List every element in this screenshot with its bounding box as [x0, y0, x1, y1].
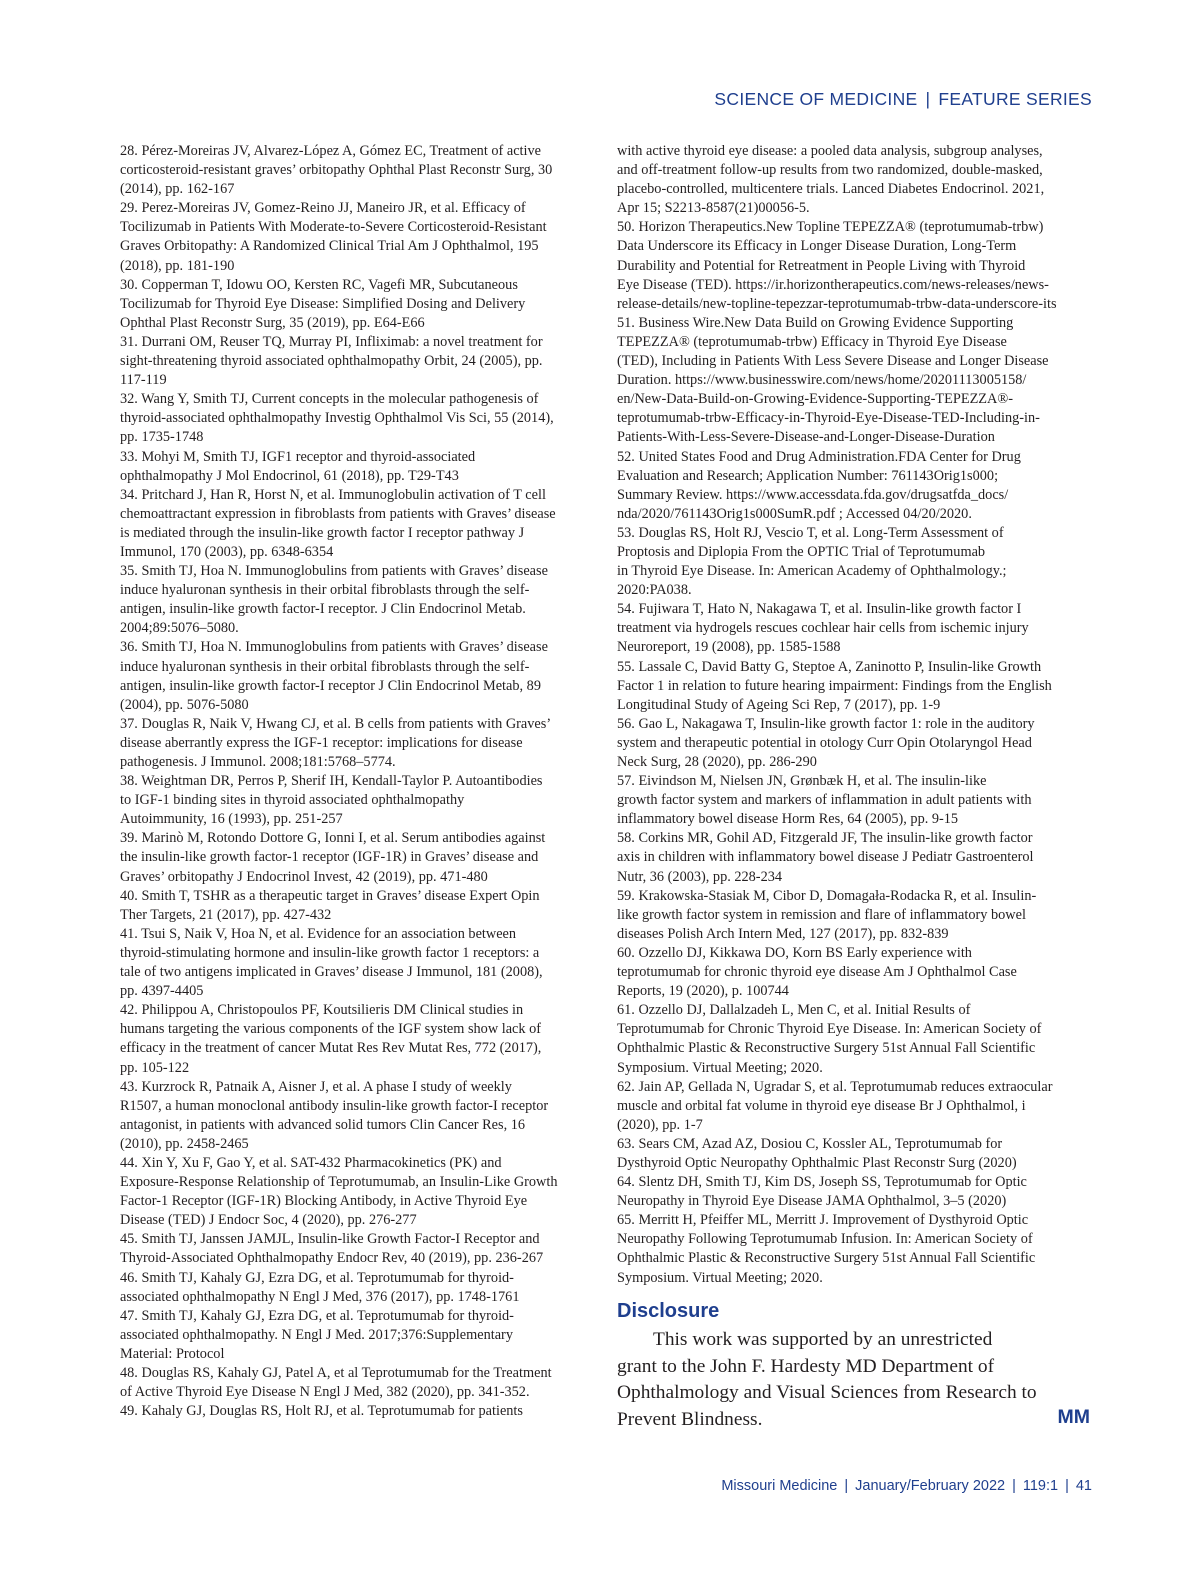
footer-separator: | — [1065, 1478, 1069, 1494]
reference-item — [617, 314, 1095, 448]
reference-item — [120, 562, 596, 638]
reference-item — [617, 600, 1095, 657]
references-right-column — [617, 142, 1095, 1288]
reference-line: Ophthal Plast Reconstr Surg, 35 (2019), pp. E64-E66 — [120, 314, 425, 331]
reference-item — [120, 333, 596, 390]
volume-number: 119:1 — [1022, 1478, 1059, 1494]
journal-name: Missouri Medicine — [721, 1478, 838, 1494]
reference-line: 39. Marinò M, Rotondo Dottore G, Ionni I, et al. Serum antibodies against — [120, 830, 546, 847]
reference-line: thyroid-associated ophthalmopathy Investig Ophthalmol Vis Sci, 55 (2014), — [120, 410, 554, 427]
reference-line: Nutr, 36 (2003), pp. 228-234 — [617, 868, 783, 885]
page-footer — [721, 1478, 1092, 1494]
reference-line: 58. Corkins MR, Gohil AD, Fitzgerald JF, The insulin-like growth factor — [617, 830, 1033, 847]
reference-item — [120, 1402, 596, 1421]
reference-line: 63. Sears CM, Azad AZ, Dosiou C, Kossler AL, Teprotumumab for — [617, 1135, 1003, 1152]
reference-line: 57. Eivindson M, Nielsen JN, Grønbæk H, et al. The insulin-like — [617, 773, 987, 790]
footer-separator: | — [1012, 1478, 1016, 1494]
reference-line: associated ophthalmopathy. N Engl J Med. 2017;376:Supplementary — [120, 1326, 513, 1343]
reference-line: 117-119 — [120, 372, 167, 389]
reference-line: 35. Smith TJ, Hoa N. Immunoglobulins from patients with Graves’ disease — [120, 563, 548, 580]
reference-line: Graves’ orbitopathy J Endocrinol Invest, 42 (2019), pp. 471-480 — [120, 868, 488, 885]
reference-line: in Thyroid Eye Disease. In: American Academy of Ophthalmology.; — [617, 563, 1007, 580]
reference-item — [120, 1154, 596, 1230]
reference-line: muscle and orbital fat volume in thyroid eye disease Br J Ophthalmol, i — [617, 1097, 1026, 1114]
reference-line: Factor-1 Receptor (IGF-1R) Blocking Antibody, in Active Thyroid Eye — [120, 1193, 528, 1210]
reference-line: teprotumumab-trbw-Efficacy-in-Thyroid-Eye-Disease-TED-Including-in- — [617, 410, 1040, 427]
reference-line: to IGF-1 binding sites in thyroid associated ophthalmopathy — [120, 792, 465, 809]
reference-item — [120, 772, 596, 829]
reference-line: en/New-Data-Build-on-Growing-Evidence-Supporting-TEPEZZA®- — [617, 391, 1013, 408]
reference-line: Immunol, 170 (2003), pp. 6348-6354 — [120, 543, 334, 560]
reference-item — [617, 142, 1095, 218]
reference-item — [120, 829, 596, 886]
reference-item — [120, 638, 596, 714]
reference-line: Neuropathy Following Teprotumumab Infusion. In: American Society of — [617, 1231, 1033, 1248]
reference-line: 38. Weightman DR, Perros P, Sherif IH, Kendall-Taylor P. Autoantibodies — [120, 773, 543, 790]
reference-line: chemoattractant expression in fibroblasts from patients with Graves’ disease — [120, 505, 556, 522]
reference-line: teprotumumab for chronic thyroid eye disease Am J Ophthalmol Case — [617, 964, 1017, 981]
reference-line: release-details/new-topline-tepezzar-teprotumumab-trbw-data-underscore-its — [617, 295, 1057, 312]
reference-line: Neuroreport, 19 (2008), pp. 1585-1588 — [617, 639, 841, 656]
disclosure-line: This work was supported by an unrestricted — [653, 1329, 993, 1350]
reference-line: 53. Douglas RS, Holt RJ, Vescio T, et al. Long-Term Assessment of — [617, 524, 1004, 541]
reference-line: antigen, insulin-like growth factor-I receptor. J Clin Endocrinol Metab. — [120, 601, 526, 618]
reference-line: thyroid-stimulating hormone and insulin-like growth factor 1 receptors: a — [120, 944, 540, 961]
disclosure-section — [617, 1299, 1095, 1433]
series-title: FEATURE SERIES — [938, 89, 1092, 109]
reference-line: Evaluation and Research; Application Number: 761143Orig1s000; — [617, 467, 999, 484]
reference-line: 61. Ozzello DJ, Dallalzadeh L, Men C, et al. Initial Results of — [617, 1002, 971, 1019]
reference-line: (2020), pp. 1-7 — [617, 1116, 703, 1133]
reference-item — [120, 887, 596, 925]
reference-item — [120, 715, 596, 772]
reference-line: antagonist, in patients with advanced solid tumors Clin Cancer Res, 16 — [120, 1116, 526, 1133]
reference-line: 42. Philippou A, Christopoulos PF, Koutsilieris DM Clinical studies in — [120, 1002, 524, 1019]
reference-line: of Active Thyroid Eye Disease N Engl J Med, 382 (2020), pp. 341-352. — [120, 1384, 530, 1401]
reference-item — [120, 199, 596, 275]
reference-line: R1507, a human monoclonal antibody insulin-like growth factor-I receptor — [120, 1097, 549, 1114]
disclosure-line: Ophthalmology and Visual Sciences from Research to — [617, 1382, 1037, 1403]
reference-line: 2020:PA038. — [617, 582, 692, 599]
reference-item — [617, 829, 1095, 886]
reference-item — [617, 772, 1095, 829]
disclosure-heading: Disclosure — [617, 1300, 720, 1322]
reference-line: growth factor system and markers of inflammation in adult patients with — [617, 792, 1032, 809]
reference-item — [617, 1173, 1095, 1211]
reference-line: Summary Review. https://www.accessdata.fda.gov/drugsatfda_docs/ — [617, 486, 1009, 503]
reference-line: Ther Targets, 21 (2017), pp. 427-432 — [120, 906, 332, 923]
section-title: SCIENCE OF MEDICINE — [714, 89, 918, 109]
reference-line: pathogenesis. J Immunol. 2008;181:5768–5774. — [120, 754, 396, 770]
reference-item — [120, 1364, 596, 1402]
reference-line: induce hyaluronan synthesis in their orbital fibroblasts through the self- — [120, 658, 530, 675]
page-number: 41 — [1075, 1478, 1092, 1494]
reference-item — [617, 887, 1095, 944]
reference-line: axis in children with inflammatory bowel disease J Pediatr Gastroenterol — [617, 849, 1034, 866]
reference-line: ophthalmopathy J Mol Endocrinol, 61 (2018), pp. T29-T43 — [120, 467, 459, 484]
reference-line: (2018), pp. 181-190 — [120, 257, 235, 274]
reference-line: TEPEZZA® (teprotumumab-trbw) Efficacy in Thyroid Eye Disease — [617, 333, 1007, 350]
reference-item — [617, 448, 1095, 524]
reference-line: corticosteroid-resistant graves’ orbitopathy Ophthal Plast Reconstr Surg, 30 — [120, 162, 553, 179]
reference-line: Neck Surg, 28 (2020), pp. 286-290 — [617, 754, 817, 770]
reference-line: system and therapeutic potential in otology Curr Opin Otolaryngol Head — [617, 734, 1032, 751]
reference-line: 2004;89:5076–5080. — [120, 620, 239, 637]
reference-line: antigen, insulin-like growth factor-I receptor J Clin Endocrinol Metab, 89 — [120, 677, 541, 694]
reference-line: (2004), pp. 5076-5080 — [120, 696, 249, 713]
reference-item — [120, 1001, 596, 1077]
reference-line: 46. Smith TJ, Kahaly GJ, Ezra DG, et al. Teprotumumab for thyroid- — [120, 1269, 514, 1286]
reference-line: 52. United States Food and Drug Administration.FDA Center for Drug — [617, 448, 1021, 465]
reference-line: Symposium. Virtual Meeting; 2020. — [617, 1059, 823, 1076]
reference-line: disease aberrantly express the IGF-1 receptor: implications for disease — [120, 734, 523, 751]
disclosure-line: Prevent Blindness. — [617, 1408, 763, 1430]
reference-line: treatment via hydrogels rescues cochlear hair cells from ischemic injury — [617, 620, 1029, 637]
reference-item — [617, 1211, 1095, 1287]
reference-line: (2014), pp. 162-167 — [120, 181, 235, 198]
reference-line: Tocilizumab for Thyroid Eye Disease: Simplified Dosing and Delivery — [120, 295, 526, 312]
reference-item — [120, 448, 596, 486]
reference-line: Proptosis and Diplopia From the OPTIC Trial of Teprotumumab — [617, 543, 986, 560]
reference-line: 34. Pritchard J, Han R, Horst N, et al. Immunoglobulin activation of T cell — [120, 486, 546, 503]
reference-line: Data Underscore its Efficacy in Longer Disease Duration, Long-Term — [617, 238, 1017, 255]
reference-item — [120, 1230, 596, 1268]
reference-line: 43. Kurzrock R, Patnaik A, Aisner J, et al. A phase I study of weekly — [120, 1078, 512, 1095]
reference-line: nda/2020/761143Orig1s000SumR.pdf ; Accessed 04/20/2020. — [617, 505, 972, 522]
reference-line: 30. Copperman T, Idowu OO, Kersten RC, Vagefi MR, Subcutaneous — [120, 276, 518, 293]
reference-line: 29. Perez-Moreiras JV, Gomez-Reino JJ, Maneiro JR, et al. Efficacy of — [120, 200, 526, 217]
reference-line: Eye Disease (TED). https://ir.horizontherapeutics.com/news-releases/news- — [617, 276, 1049, 293]
reference-item — [120, 1269, 596, 1307]
reference-line: Material: Protocol — [120, 1345, 225, 1362]
reference-line: 41. Tsui S, Naik V, Hoa N, et al. Evidence for an association between — [120, 925, 517, 942]
reference-line: 36. Smith TJ, Hoa N. Immunoglobulins from patients with Graves’ disease — [120, 639, 548, 656]
reference-line: Apr 15; S2213-8587(21)00056-5. — [617, 200, 810, 217]
reference-line: efficacy in the treatment of cancer Mutat Res Rev Mutat Res, 772 (2017), — [120, 1040, 542, 1057]
reference-line: Graves Orbitopathy: A Randomized Clinical Trial Am J Ophthalmol, 195 — [120, 238, 539, 255]
reference-line: 40. Smith T, TSHR as a therapeutic target in Graves’ disease Expert Opin — [120, 887, 540, 904]
reference-line: 50. Horizon Therapeutics.New Topline TEPEZZA® (teprotumumab-trbw) — [617, 219, 1044, 236]
issue-date: January/February 2022 — [855, 1478, 1006, 1494]
reference-line: Duration. https://www.businesswire.com/news/home/20201113005158/ — [617, 372, 1027, 389]
reference-line: Thyroid-Associated Ophthalmopathy Endocr Rev, 40 (2019), pp. 236-267 — [120, 1250, 544, 1267]
reference-line: Teprotumumab for Chronic Thyroid Eye Disease. In: American Society of — [617, 1021, 1042, 1038]
reference-line: Dysthyroid Optic Neuropathy Ophthalmic Plast Reconstr Surg (2020) — [617, 1154, 1017, 1171]
reference-line: 47. Smith TJ, Kahaly GJ, Ezra DG, et al. Teprotumumab for thyroid- — [120, 1307, 514, 1324]
reference-line: 49. Kahaly GJ, Douglas RS, Holt RJ, et al. Teprotumumab for patients — [120, 1403, 523, 1420]
reference-line: 55. Lassale C, David Batty G, Steptoe A, Zaninotto P, Insulin-like Growth — [617, 658, 1042, 675]
reference-line: pp. 1735-1748 — [120, 429, 204, 446]
footer-separator: | — [844, 1478, 849, 1494]
reference-line: sight-threatening thyroid associated ophthalmopathy Orbit, 24 (2005), pp. — [120, 353, 543, 370]
reference-line: Durability and Potential for Retreatment in People Living with Thyroid — [617, 257, 1026, 274]
reference-line: (2010), pp. 2458-2465 — [120, 1135, 249, 1152]
reference-item — [617, 658, 1095, 715]
reference-line: like growth factor system in remission and flare of inflammatory bowel — [617, 906, 1026, 923]
reference-item — [120, 1307, 596, 1364]
reference-line: 51. Business Wire.New Data Build on Growing Evidence Supporting — [617, 314, 1014, 331]
reference-line: 64. Slentz DH, Smith TJ, Kim DS, Joseph SS, Teprotumumab for Optic — [617, 1174, 1027, 1191]
reference-item — [617, 1001, 1095, 1077]
reference-item — [617, 218, 1095, 313]
reference-line: 62. Jain AP, Gellada N, Ugradar S, et al. Teprotumumab reduces extraocular — [617, 1078, 1053, 1095]
reference-line: the insulin-like growth factor-1 receptor (IGF-1R) in Graves’ disease and — [120, 849, 539, 866]
reference-line: with active thyroid eye disease: a pooled data analysis, subgroup analyses, — [617, 143, 1043, 159]
reference-line: pp. 105-122 — [120, 1059, 190, 1076]
header-separator: | — [925, 89, 931, 109]
series-header — [714, 89, 1092, 110]
reference-line: is mediated through the insulin-like growth factor I receptor pathway J — [120, 524, 525, 541]
reference-line: diseases Polish Arch Intern Med, 127 (2017), pp. 832-839 — [617, 925, 949, 942]
reference-line: (TED), Including in Patients With Less Severe Disease and Longer Disease — [617, 353, 1049, 370]
reference-line: Tocilizumab in Patients With Moderate-to-Severe Corticosteroid-Resistant — [120, 219, 547, 236]
reference-line: and off-treatment follow-up results from two randomized, double-masked, — [617, 162, 1043, 179]
reference-line: 32. Wang Y, Smith TJ, Current concepts in the molecular pathogenesis of — [120, 391, 539, 408]
reference-line: Factor 1 in relation to future hearing impairment: Findings from the English — [617, 677, 1052, 694]
references-left-column — [120, 142, 596, 1421]
reference-line: Ophthalmic Plastic & Reconstructive Surgery 51st Annual Fall Scientific — [617, 1250, 1036, 1267]
reference-line: 37. Douglas R, Naik V, Hwang CJ, et al. B cells from patients with Graves’ — [120, 715, 552, 732]
reference-line: humans targeting the various components of the IGF system show lack of — [120, 1021, 542, 1038]
reference-item — [120, 142, 596, 199]
reference-line: Patients-With-Less-Severe-Disease-and-Longer-Disease-Duration — [617, 429, 995, 446]
reference-line: 28. Pérez-Moreiras JV, Alvarez-López A, Gómez EC, Treatment of active — [120, 143, 541, 159]
reference-item — [120, 276, 596, 333]
reference-line: 45. Smith TJ, Janssen JAMJL, Insulin-like Growth Factor-I Receptor and — [120, 1231, 540, 1248]
reference-line: pp. 4397-4405 — [120, 983, 204, 1000]
reference-line: 65. Merritt H, Pfeiffer ML, Merritt J. Improvement of Dysthyroid Optic — [617, 1212, 1029, 1229]
reference-line: 56. Gao L, Nakagawa T, Insulin-like growth factor 1: role in the auditory — [617, 715, 1035, 732]
disclosure-line: grant to the John F. Hardesty MD Department of — [617, 1355, 995, 1377]
reference-line: associated ophthalmopathy N Engl J Med, 376 (2017), pp. 1748-1761 — [120, 1288, 520, 1305]
reference-line: inflammatory bowel disease Horm Res, 64 (2005), pp. 9-15 — [617, 811, 959, 828]
reference-item — [120, 390, 596, 447]
reference-item — [617, 715, 1095, 772]
reference-line: 48. Douglas RS, Kahaly GJ, Patel A, et al Teprotumumab for the Treatment — [120, 1365, 552, 1381]
reference-line: tale of two antigens implicated in Graves’ disease J Immunol, 181 (2008), — [120, 964, 543, 981]
reference-line: placebo-controlled, multicentere trials. Lanced Diabetes Endocrinol. 2021, — [617, 181, 1045, 198]
reference-line: 31. Durrani OM, Reuser TQ, Murray PI, Infliximab: a novel treatment for — [120, 333, 543, 350]
reference-line: 44. Xin Y, Xu F, Gao Y, et al. SAT-432 Pharmacokinetics (PK) and — [120, 1154, 502, 1171]
reference-line: Reports, 19 (2020), p. 100744 — [617, 983, 789, 1000]
reference-line: 59. Krakowska-Stasiak M, Cibor D, Domagała-Rodacka R, et al. Insulin- — [617, 887, 1037, 904]
reference-line: 33. Mohyi M, Smith TJ, IGF1 receptor and thyroid-associated — [120, 448, 476, 465]
reference-item — [617, 524, 1095, 600]
reference-line: Longitudinal Study of Ageing Sci Rep, 7 (2017), pp. 1-9 — [617, 696, 941, 713]
reference-item — [120, 486, 596, 562]
reference-item — [617, 1078, 1095, 1135]
reference-line: Disease (TED) J Endocr Soc, 4 (2020), pp. 276-277 — [120, 1212, 417, 1229]
reference-line: Ophthalmic Plastic & Reconstructive Surgery 51st Annual Fall Scientific — [617, 1040, 1036, 1057]
reference-item — [617, 1135, 1095, 1173]
reference-line: Neuropathy in Thyroid Eye Disease JAMA Ophthalmol, 3–5 (2020) — [617, 1193, 1007, 1210]
reference-line: induce hyaluronan synthesis in their orbital fibroblasts through the self- — [120, 582, 530, 599]
reference-line: 54. Fujiwara T, Hato N, Nakagawa T, et al. Insulin-like growth factor I — [617, 601, 1022, 618]
reference-line: Autoimmunity, 16 (1993), pp. 251-257 — [120, 811, 343, 828]
reference-item — [617, 944, 1095, 1001]
reference-line: 60. Ozzello DJ, Kikkawa DO, Korn BS Early experience with — [617, 944, 972, 961]
reference-item — [120, 925, 596, 1001]
reference-line: Symposium. Virtual Meeting; 2020. — [617, 1269, 823, 1286]
reference-line: Exposure-Response Relationship of Teprotumumab, an Insulin-Like Growth — [120, 1174, 558, 1191]
reference-item — [120, 1078, 596, 1154]
end-mark: MM — [1057, 1406, 1090, 1428]
disclosure-body — [617, 1327, 1095, 1433]
